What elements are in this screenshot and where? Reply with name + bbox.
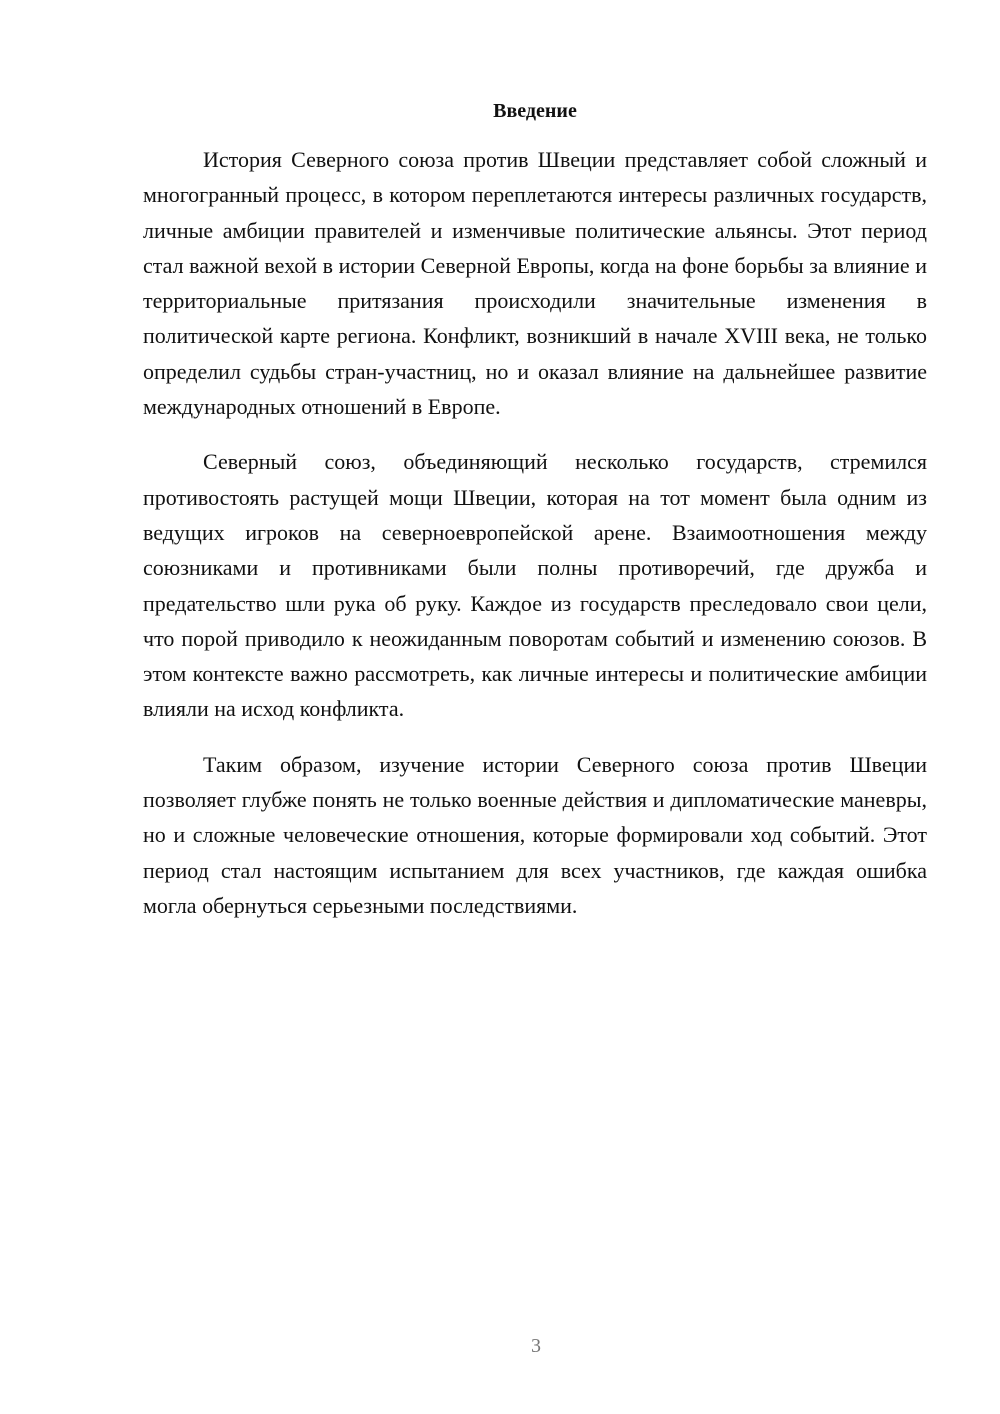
paragraph-2: Северный союз, объединяющий несколько государств, стремился противостоять растущей мощи Швеции, которая на тот момент была одним из ведущих игроков на северноевропейской арене. Взаимоотношения между союзниками и противниками были полны противоречий, где дружба и предательство шли рука об руку. Каждое из государств преследовало свои цели, что порой приводило к неожиданным поворотам событий и изменению союзов. В этом контексте важно рассмотреть, как личные интересы и политические амбиции влияли на исход конфликта.	[143, 449, 927, 722]
body-text	[143, 142, 927, 943]
section-heading: Введение	[493, 100, 577, 122]
paragraph-1: История Северного союза против Швеции представляет собой сложный и многогранный процесс, в котором переплетаются интересы различных государств, личные амбиции правителей и изменчивые политические альянсы. Этот период стал важной вехой в истории Северной Европы, когда на фоне борьбы за влияние и территориальные притязания происходили значительные изменения в политической карте региона. Конфликт, возникший в начале XVIII века, не только определил судьбы стран-участниц, но и оказал влияние на дальнейшее развитие международных отношений в Европе.	[143, 147, 927, 420]
page-number: 3	[531, 1335, 541, 1357]
paragraph-3: Таким образом, изучение истории Северного союза против Швеции позволяет глубже понять не только военные действия и дипломатические маневры, но и сложные человеческие отношения, которые формировали ход событий. Этот период стал настоящим испытанием для всех участников, где каждая ошибка могла обернуться серьезными последствиями.	[143, 751, 927, 918]
